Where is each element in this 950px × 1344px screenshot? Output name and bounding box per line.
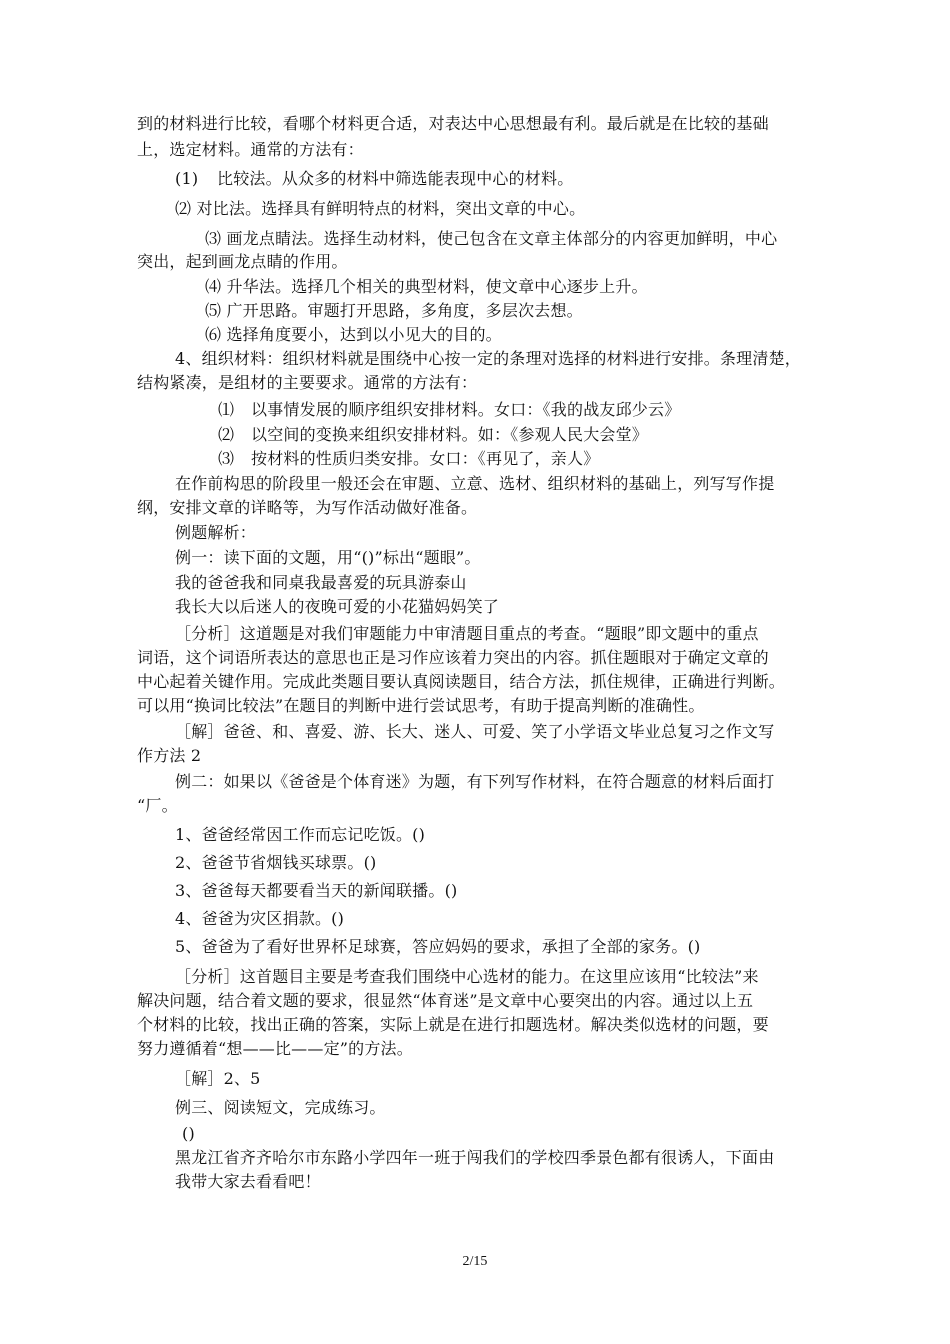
list-item: ⑸ 广开思路。审题打开思路，多角度，多层次去想。 xyxy=(205,301,583,320)
text-line: 结构紧凑，是组材的主要要求。通常的方法有： xyxy=(137,373,478,392)
text-line: ［分析］这首题目主要是考查我们围绕中心选材的能力。在这里应该用“比较法”来 xyxy=(175,967,759,986)
text-line: () xyxy=(182,1124,195,1143)
list-marker: ⑶ xyxy=(218,449,235,468)
text-line: 例题解析： xyxy=(175,523,257,542)
text-line: 解决问题，结合着文题的要求，很显然“体育迷”是文章中心要突出的内容。通过以上五 xyxy=(137,991,754,1010)
text-line: 突出，起到画龙点睛的作用。 xyxy=(137,252,348,271)
text-line: 在作前构思的阶段里一般还会在审题、立意、选材、组织材料的基础上，列写写作提 xyxy=(175,474,775,493)
list-item-text: 比较法。从众多的材料中筛选能表现中心的材料。 xyxy=(217,169,574,188)
list-item xyxy=(218,400,680,420)
text-line: 我长大以后迷人的夜晚可爱的小花猫妈妈笑了 xyxy=(175,597,500,616)
text-line: 上，选定材料。通常的方法有： xyxy=(137,140,364,159)
list-item xyxy=(218,449,599,469)
text-line: 例二：如果以《爸爸是个体育迷》为题，有下列写作材料，在符合题意的材料后面打 xyxy=(175,772,775,791)
text-line: ［解］2、5 xyxy=(175,1069,261,1088)
list-item: ⑶ 画龙点睛法。选择生动材料，使己包含在文章主体部分的内容更加鲜明，中心 xyxy=(205,229,778,248)
text-line: 努力遵循着“想——比——定”的方法。 xyxy=(137,1039,413,1058)
text-line: 个材料的比较，找出正确的答案，实际上就是在进行扣题选材。解决类似选材的问题，要 xyxy=(137,1015,769,1034)
text-line: 到的材料进行比较，看哪个材料更合适，对表达中心思想最有利。最后就是在比较的基础 xyxy=(137,114,769,133)
text-line: 纲，安排文章的详略等，为写作活动做好准备。 xyxy=(137,498,478,517)
page-number: 2/15 xyxy=(462,1254,488,1269)
list-item: ⑷ 升华法。选择几个相关的典型材料，使文章中心逐步上升。 xyxy=(205,277,648,296)
list-item: ⑹ 选择角度要小，达到以小见大的目的。 xyxy=(205,325,502,344)
text-line: ［解］爸爸、和、喜爱、游、长大、迷人、可爱、笑了小学语文毕业总复习之作文写 xyxy=(175,722,775,741)
list-item: 5、爸爸为了看好世界杯足球赛，答应妈妈的要求，承担了全部的家务。() xyxy=(175,937,701,956)
list-item xyxy=(218,425,648,445)
list-item-text: 以空间的变换来组织安排材料。如：《参观人民大会堂》 xyxy=(251,425,649,444)
text-line: 可以用“换词比较法”在题目的判断中进行尝试思考，有助于提高判断的准确性。 xyxy=(137,696,705,715)
text-line: 词语，这个词语所表达的意思也正是习作应该着力突出的内容。抓住题眼对于确定文章的 xyxy=(137,648,769,667)
list-marker: (1) xyxy=(175,169,199,188)
list-item-text: 按材料的性质归类安排。女口：《再见了，亲人》 xyxy=(251,449,600,468)
list-marker: ⑴ xyxy=(218,400,235,419)
text-line: 例三、阅读短文，完成练习。 xyxy=(175,1098,386,1117)
text-line: 我的爸爸我和同桌我最喜爱的玩具游泰山 xyxy=(175,573,467,592)
text-line: ［分析］这道题是对我们审题能力中审清题目重点的考查。“题眼”即文题中的重点 xyxy=(175,624,759,643)
list-item: 3、爸爸每天都要看当天的新闻联播。() xyxy=(175,881,458,900)
list-item-text: 以事情发展的顺序组织安排材料。女口：《我的战友邱少云》 xyxy=(251,400,681,419)
list-marker: ⑵ xyxy=(218,425,235,444)
list-item: 4、爸爸为灾区捐款。() xyxy=(175,909,345,928)
list-item: 2、爸爸节省烟钱买球票。() xyxy=(175,853,377,872)
text-line: 我带大家去看看吧！ xyxy=(175,1172,321,1191)
text-line: 黑龙江省齐齐哈尔市东路小学四年一班于闯我们的学校四季景色都有很诱人，下面由 xyxy=(175,1148,775,1167)
text-line: 例一：读下面的文题，用“()”标出“题眼”。 xyxy=(175,548,481,567)
list-item: 1、爸爸经常因工作而忘记吃饭。() xyxy=(175,825,426,844)
text-line: 中心起着关键作用。完成此类题目要认真阅读题目，结合方法，抓住规律，正确进行判断。 xyxy=(137,672,786,691)
text-line: 4、组织材料：组织材料就是围绕中心按一定的条理对选择的材料进行安排。条理清楚， xyxy=(175,349,801,368)
text-line: 作方法 2 xyxy=(137,746,202,765)
text-line: “厂。 xyxy=(137,796,178,815)
list-item xyxy=(175,169,573,189)
list-item: ⑵ 对比法。选择具有鲜明特点的材料，突出文章的中心。 xyxy=(175,199,586,218)
